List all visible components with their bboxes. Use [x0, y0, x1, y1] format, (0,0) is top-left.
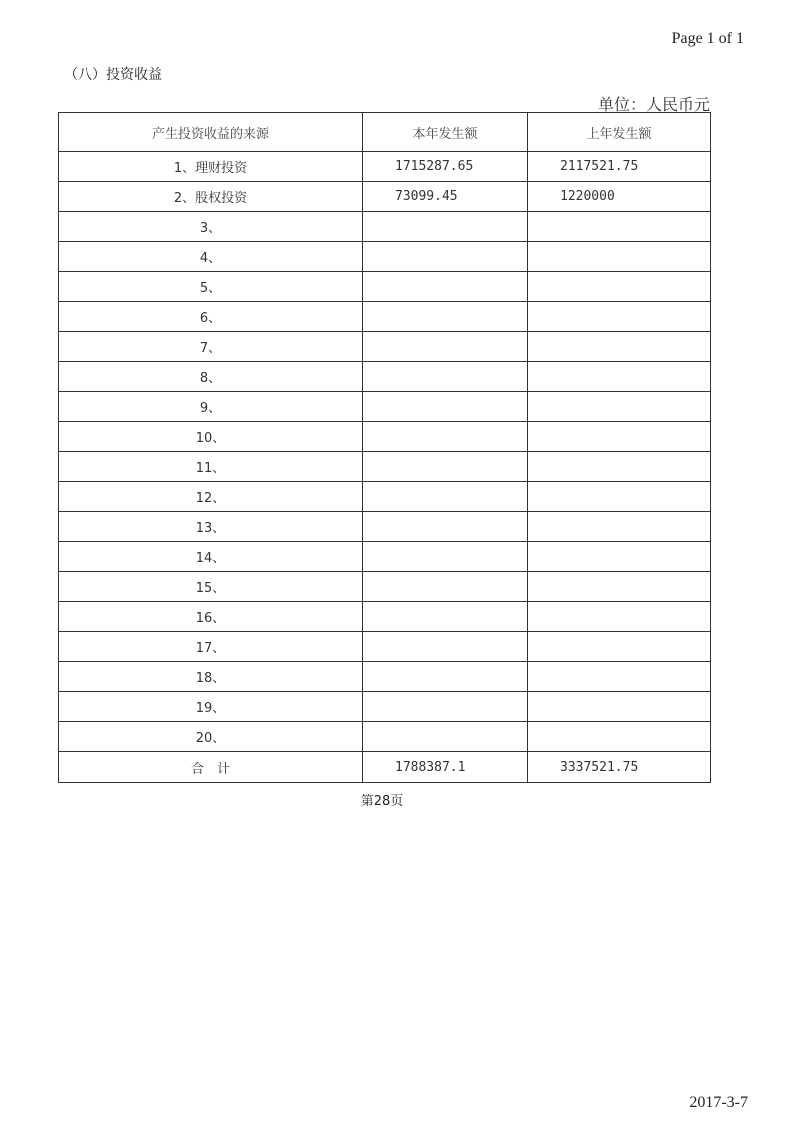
row-previous [528, 602, 711, 632]
row-previous: 2117521.75 [528, 152, 711, 182]
row-current [363, 362, 528, 392]
total-current: 1788387.1 [363, 752, 528, 783]
table-row [59, 392, 711, 422]
header-current-year: 本年发生额 [363, 113, 528, 152]
row-previous [528, 422, 711, 452]
row-source: 3、 [59, 212, 363, 242]
row-current [363, 332, 528, 362]
row-previous [528, 272, 711, 302]
header-source: 产生投资收益的来源 [59, 113, 363, 152]
row-current [363, 542, 528, 572]
row-source: 10、 [59, 422, 363, 452]
row-source: 19、 [59, 692, 363, 722]
table-row [59, 452, 711, 482]
page-indicator: Page 1 of 1 [671, 30, 744, 47]
table-row [59, 542, 711, 572]
table-body [59, 152, 711, 752]
row-current [363, 242, 528, 272]
row-current [363, 692, 528, 722]
total-label: 合 计 [59, 752, 363, 783]
table-row [59, 362, 711, 392]
row-current [363, 212, 528, 242]
table-row [59, 572, 711, 602]
table-row [59, 182, 711, 212]
row-previous [528, 242, 711, 272]
table-row [59, 212, 711, 242]
table-row [59, 602, 711, 632]
row-source: 1、理财投资 [59, 152, 363, 182]
row-current [363, 482, 528, 512]
row-source: 8、 [59, 362, 363, 392]
row-source: 17、 [59, 632, 363, 662]
table-row [59, 422, 711, 452]
row-current [363, 722, 528, 752]
row-current [363, 512, 528, 542]
row-current [363, 302, 528, 332]
row-current [363, 452, 528, 482]
row-source: 13、 [59, 512, 363, 542]
row-previous [528, 332, 711, 362]
row-source: 12、 [59, 482, 363, 512]
row-source: 7、 [59, 332, 363, 362]
row-current [363, 422, 528, 452]
row-source: 14、 [59, 542, 363, 572]
table-row [59, 662, 711, 692]
row-current [363, 662, 528, 692]
row-previous [528, 542, 711, 572]
table-row [59, 512, 711, 542]
row-previous [528, 452, 711, 482]
row-previous [528, 632, 711, 662]
table-header-row [59, 113, 711, 152]
page-number: 第28页 [360, 794, 404, 809]
row-source: 11、 [59, 452, 363, 482]
row-previous [528, 512, 711, 542]
row-previous: 1220000 [528, 182, 711, 212]
row-source: 5、 [59, 272, 363, 302]
table-row [59, 242, 711, 272]
table-row [59, 632, 711, 662]
row-previous [528, 722, 711, 752]
row-previous [528, 212, 711, 242]
row-previous [528, 302, 711, 332]
row-current [363, 602, 528, 632]
table-row [59, 722, 711, 752]
row-previous [528, 482, 711, 512]
row-source: 9、 [59, 392, 363, 422]
row-current: 73099.45 [363, 182, 528, 212]
table-row [59, 482, 711, 512]
row-source: 20、 [59, 722, 363, 752]
section-title: （八）投资收益 [64, 67, 162, 83]
row-previous [528, 572, 711, 602]
total-previous: 3337521.75 [528, 752, 711, 783]
unit-label: 单位：人民币元 [597, 95, 710, 114]
row-source: 2、股权投资 [59, 182, 363, 212]
row-current [363, 572, 528, 602]
row-current [363, 632, 528, 662]
row-current [363, 272, 528, 302]
row-source: 6、 [59, 302, 363, 332]
table-row [59, 692, 711, 722]
footer-date: 2017-3-7 [689, 1094, 748, 1111]
row-previous [528, 692, 711, 722]
row-source: 15、 [59, 572, 363, 602]
row-previous [528, 662, 711, 692]
row-source: 18、 [59, 662, 363, 692]
row-previous [528, 392, 711, 422]
row-previous [528, 362, 711, 392]
table-row [59, 302, 711, 332]
table-row [59, 272, 711, 302]
total-row [59, 752, 711, 783]
table-row [59, 152, 711, 182]
row-source: 4、 [59, 242, 363, 272]
row-source: 16、 [59, 602, 363, 632]
row-current [363, 392, 528, 422]
row-current: 1715287.65 [363, 152, 528, 182]
table-row [59, 332, 711, 362]
header-previous-year: 上年发生额 [528, 113, 711, 152]
investment-income-table [58, 112, 711, 783]
